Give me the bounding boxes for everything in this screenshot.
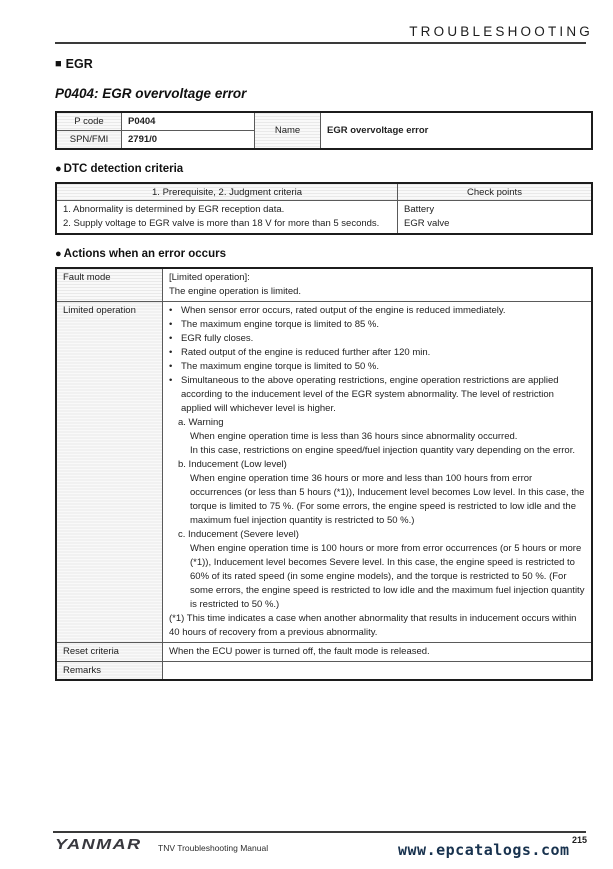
table-header-row <box>56 183 592 201</box>
section-heading-egr <box>55 57 593 71</box>
watermark-url: www.epcatalogs.com <box>398 841 570 859</box>
list-bullet-icon: • <box>169 347 173 358</box>
text-line: 1. Abnormality is determined by EGR reception data. <box>63 204 285 215</box>
p-code-value-cell: P0404 <box>122 112 255 131</box>
page-number: 215 <box>572 835 588 845</box>
circle-bullet-icon: ● <box>55 163 62 175</box>
list-item-text: Rated output of the engine is reduced further after 120 min. <box>181 347 431 358</box>
text-line: The engine operation is limited. <box>169 286 302 297</box>
dtc-criteria-table <box>55 182 593 235</box>
name-value-cell: EGR overvoltage error <box>321 112 593 149</box>
list-bullet-icon: • <box>169 375 173 386</box>
text-line <box>169 374 585 416</box>
list-item-text: The maximum engine torque is limited to 85 %. <box>181 319 380 330</box>
list-item-text: When sensor error occurs, rated output of the engine is reduced immediately. <box>181 305 506 316</box>
list-bullet-icon: • <box>169 305 173 316</box>
limited-operation-value-cell <box>163 302 593 643</box>
square-bullet-icon: ■ <box>55 58 62 70</box>
text-line <box>169 332 585 346</box>
circle-bullet-icon: ● <box>55 248 62 260</box>
actions-heading-label: Actions when an error occurs <box>63 248 226 260</box>
footer-divider <box>53 831 586 833</box>
spn-fmi-value-cell: 2791/0 <box>122 131 255 150</box>
yanmar-logo: YANMAR <box>55 836 142 853</box>
list-item-text: EGR fully closes. <box>181 333 254 344</box>
text-line: In this case, restrictions on engine speed/fuel injection quantity vary depending on the error. <box>190 445 575 456</box>
table-row-remarks <box>56 662 592 681</box>
text-line: When engine operation time is 100 hours or more from error occurrences (or 5 hours or more (*1)), Inducement level becomes Severe level. In this case, the engine speed is restricted to 60% of its rated speed (in some engine models), and the torque is restricted to 50 %. (For some errors, the engine speed is restricted to low idle and the maximum fuel injection quantity is restricted to 50 %.) <box>190 543 585 610</box>
text-line: [Limited operation]: <box>169 272 250 283</box>
reset-criteria-value-cell: When the ECU power is turned off, the fault mode is released. <box>163 643 593 662</box>
text-line <box>169 318 585 332</box>
list-bullet-icon: • <box>169 361 173 372</box>
reset-criteria-label-cell: Reset criteria <box>56 643 163 662</box>
code-table <box>55 111 593 150</box>
table-row-reset-criteria <box>56 643 592 662</box>
criteria-cell <box>56 201 398 235</box>
text-line: Battery <box>404 204 435 215</box>
page-header-title: TROUBLESHOOTING <box>409 24 593 39</box>
table-row-limited-operation <box>56 302 592 643</box>
text-line: c. Inducement (Severe level) <box>178 529 299 540</box>
table-row <box>56 112 592 131</box>
text-line <box>169 360 585 374</box>
dtc-detection-heading <box>55 163 593 175</box>
table-row-fault-mode <box>56 268 592 302</box>
spn-fmi-label-cell: SPN/FMI <box>56 131 122 150</box>
name-label-cell: Name <box>255 112 321 149</box>
remarks-value-cell <box>163 662 593 681</box>
header-divider <box>55 42 586 44</box>
text-line: EGR valve <box>404 218 450 229</box>
text-line: b. Inducement (Low level) <box>178 459 287 470</box>
text-line <box>169 346 585 360</box>
table-row <box>56 201 592 235</box>
text-line: (*1) This time indicates a case when another abnormality that results in inducement occurs within 40 hours of recovery from a previous abnormality. <box>169 613 577 638</box>
text-line <box>169 304 585 318</box>
dtc-code-title: P0404: EGR overvoltage error <box>55 86 247 101</box>
section-heading-label: EGR <box>65 57 93 71</box>
limited-operation-label-cell: Limited operation <box>56 302 163 643</box>
list-item-text: The maximum engine torque is limited to 50 %. <box>181 361 380 372</box>
manual-title: TNV Troubleshooting Manual <box>158 843 269 853</box>
check-points-column-header: Check points <box>398 183 593 201</box>
dtc-detection-heading-label: DTC detection criteria <box>63 163 184 175</box>
list-bullet-icon: • <box>169 319 173 330</box>
check-points-cell <box>398 201 593 235</box>
list-bullet-icon: • <box>169 333 173 344</box>
text-line: 2. Supply voltage to EGR valve is more than 18 V for more than 5 seconds. <box>63 218 380 229</box>
list-item-text: Simultaneous to the above operating restrictions, engine operation restrictions are applied according to the inducement level of the EGR system abnormality. The level of restriction applied will whichever level is higher. <box>181 375 559 414</box>
text-line: When engine operation time is less than 36 hours since abnormality occurred. <box>190 431 518 442</box>
fault-mode-label-cell: Fault mode <box>56 268 163 302</box>
text-line: a. Warning <box>178 417 224 428</box>
remarks-label-cell: Remarks <box>56 662 163 681</box>
actions-heading <box>55 248 593 260</box>
fault-mode-value-cell <box>163 268 593 302</box>
text-line: When engine operation time 36 hours or more and less than 100 hours from error occurrences (or less than 5 hours (*1)), Inducement level becomes Low level. In this case, the torque is limited to 75 %. (For some errors, the engine speed is restricted to low idle and the maximum fuel injection quantity is restricted to 50 %.) <box>190 473 585 526</box>
p-code-label-cell: P code <box>56 112 122 131</box>
criteria-column-header: 1. Prerequisite, 2. Judgment criteria <box>56 183 398 201</box>
actions-table <box>55 267 593 681</box>
